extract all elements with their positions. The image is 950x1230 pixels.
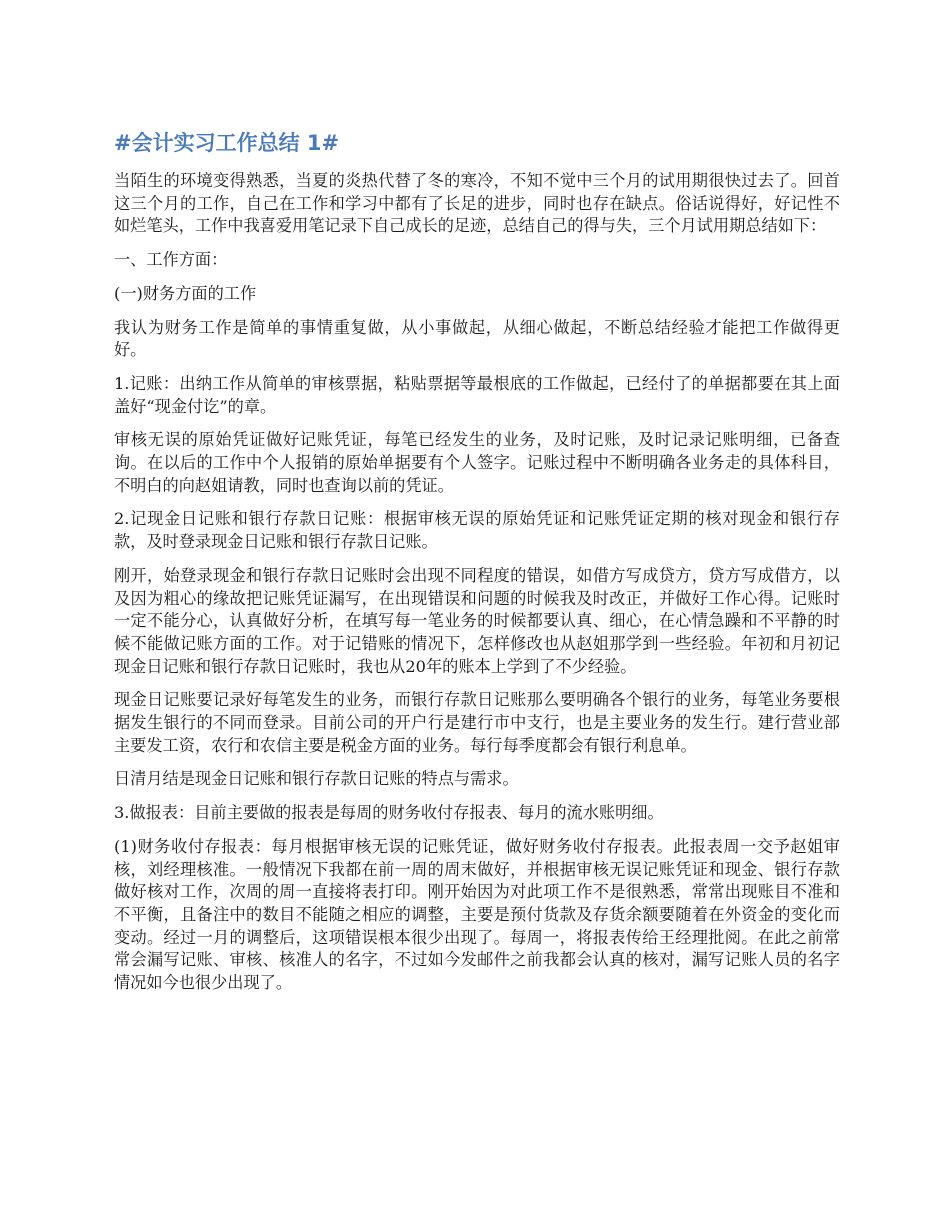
subsection-heading-finance: (一)财务方面的工作 [114, 283, 257, 303]
document-title: #会计实习工作总结 1# [114, 131, 340, 155]
paragraph-bookkeeping: 1.记账：出纳工作从简单的审核票据，粘贴票据等最根底的工作做起，已经付了的单据都要在其上面盖好“现金付讫”的章。 [114, 373, 840, 416]
paragraph-journals: 2.记现金日记账和银行存款日记账：根据审核无误的原始凭证和记账凭证定期的核对现金和银行存款，及时登录现金日记账和银行存款日记账。 [114, 509, 840, 552]
paragraph-daily-monthly: 日清月结是现金日记账和银行存款日记账的特点与需求。 [114, 769, 519, 789]
paragraph-intro: 当陌生的环境变得熟悉，当夏的炎热代替了冬的寒冷，不知不觉中三个月的试用期很快过去了。回首这三个月的工作，自己在工作和学习中都有了长足的进步，同时也存在缺点。俗话说得好，好记性不如烂笔头，工作中我喜爱用笔记录下自己成长的足迹，总结自己的得与失，三个月试用期总结如下： [114, 171, 840, 236]
paragraph-journal-errors: 刚开，始登录现金和银行存款日记账时会出现不同程度的错误，如借方写成贷方，贷方写成借方，以及因为粗心的缘故把记账凭证漏写，在出现错误和问题的时候我及时改正，并做好工作心得。记账时一定不能分心，认真做好分析，在填写每一笔业务的时候都要认真、细心，在心情急躁和不平静的时候不能做记账方面的工作。对于记错账的情况下，怎样修改也从赵姐那学到一些经验。年初和月初记现金日记账和银行存款日记账时，我也从20年的账本上学到了不少经验。 [114, 565, 840, 676]
section-heading-work: 一、工作方面： [114, 250, 228, 270]
document-body [114, 170, 840, 1006]
paragraph-vouchers: 审核无误的原始凭证做好记账凭证，每笔已经发生的业务，及时记账，及时记录记账明细，已备查询。在以后的工作中个人报销的原始单据要有个人签字。记账过程中不断明确各业务走的具体科目，不明白的向赵姐请教，同时也查询以前的凭证。 [114, 430, 840, 495]
paragraph-cash-bank: 现金日记账要记录好每笔发生的业务，而银行存款日记账那么要明确各个银行的业务，每笔业务要根据发生银行的不同而登录。目前公司的开户行是建行市中支行，也是主要业务的发生行。建行营业部主要发工资，农行和农信主要是税金方面的业务。每行每季度都会有银行利息单。 [114, 690, 840, 755]
paragraph-reports: 3.做报表：目前主要做的报表是每周的财务收付存报表、每月的流水账明细。 [114, 803, 664, 823]
paragraph-finance-view: 我认为财务工作是简单的事情重复做，从小事做起，从细心做起，不断总结经验才能把工作做得更好。 [114, 317, 840, 360]
paragraph-report-details: (1)财务收付存报表：每月根据审核无误的记账凭证，做好财务收付存报表。此报表周一交予赵姐审核，刘经理核准。一般情况下我都在前一周的周末做好，并根据审核无误记账凭证和现金、银行存款做好核对工作，次周的周一直接将表打印。刚开始因为对此项工作不是很熟悉，常常出现账目不准和不平衡，且备注中的数目不能随之相应的调整，主要是预付货款及存货余额要随着在外资金的变化而变动。经过一月的调整后，这项错误根本很少出现了。每周一，将报表传给王经理批阅。在此之前常常会漏写记账、审核、核准人的名字，不过如今发邮件之前我都会认真的核对，漏写记账人员的名字情况如今也很少出现了。 [114, 836, 840, 993]
